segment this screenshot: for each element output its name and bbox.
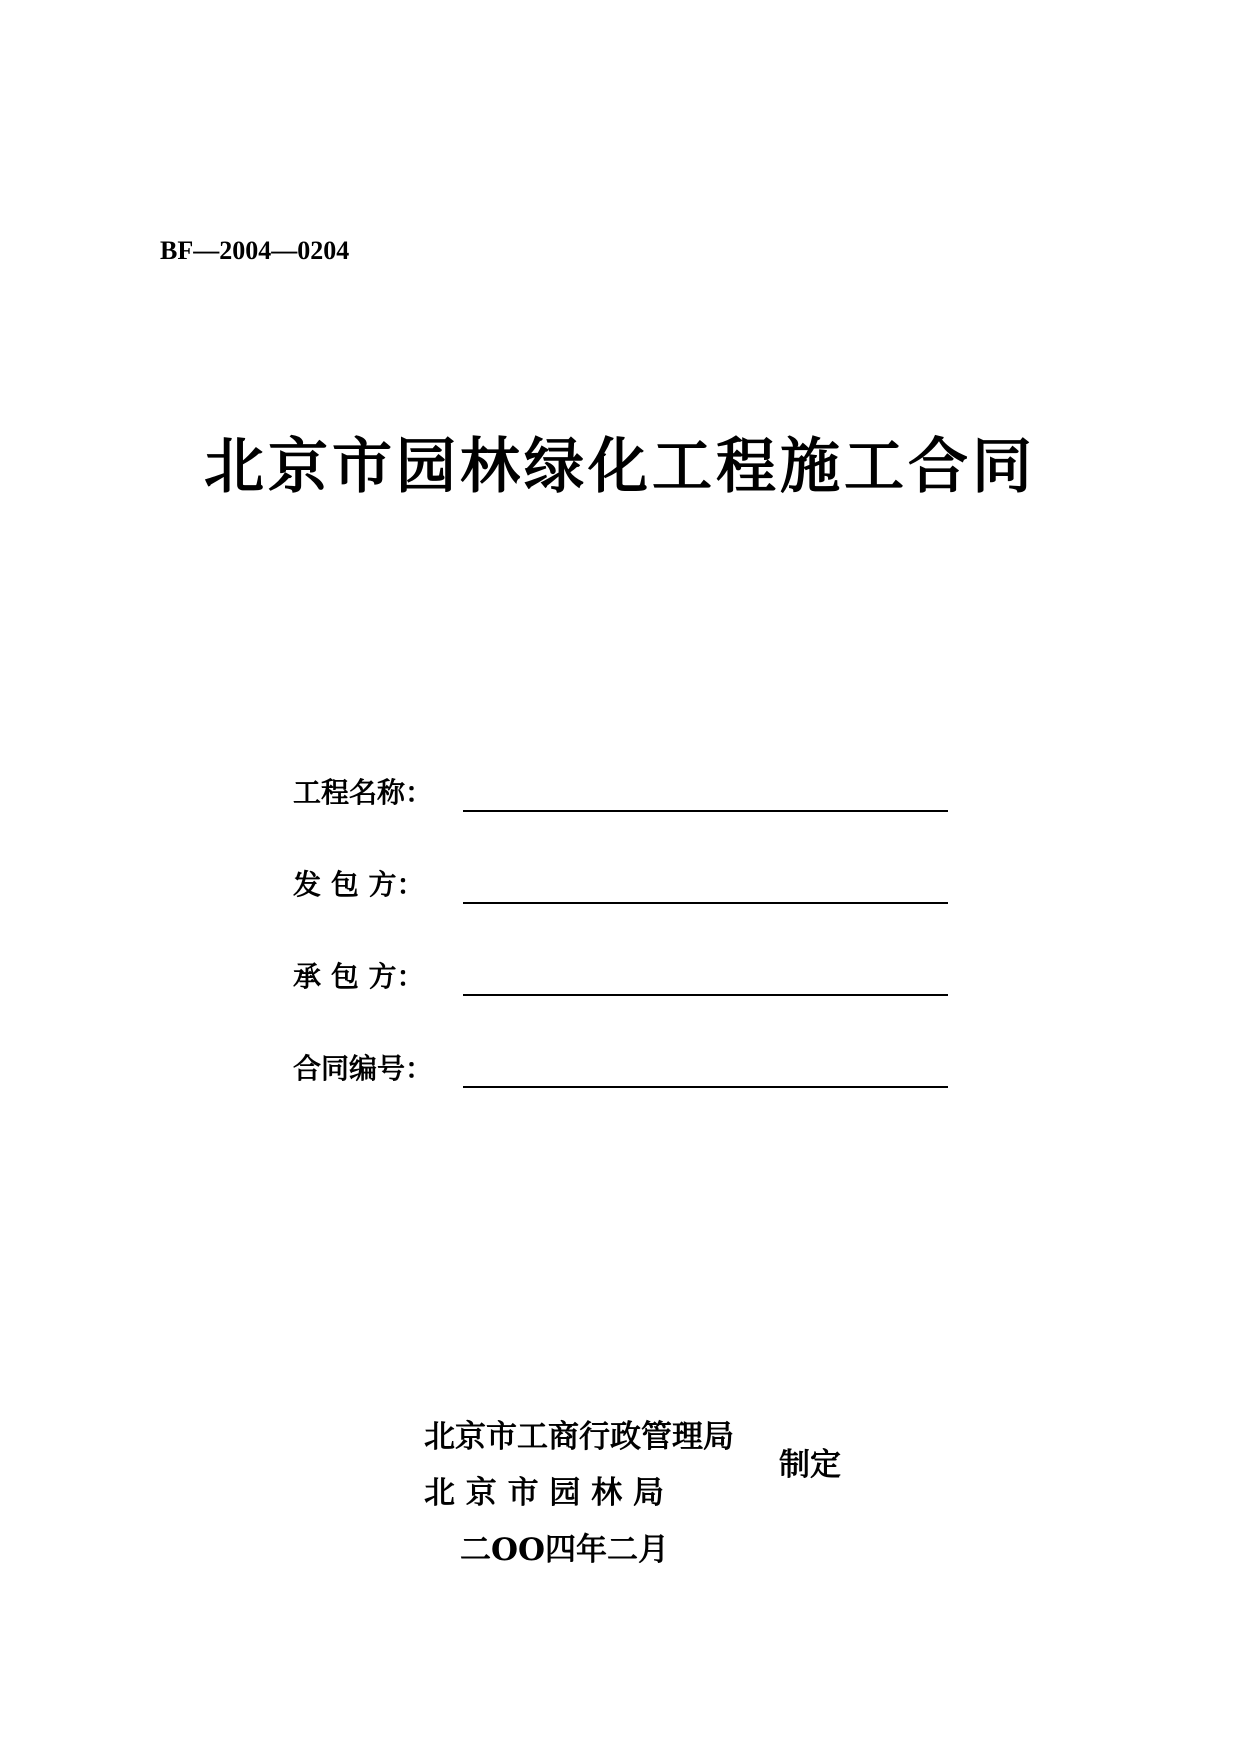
field-contractor bbox=[293, 958, 953, 998]
employer-blank-line[interactable] bbox=[463, 902, 948, 904]
field-label: 发 包 方： bbox=[293, 868, 425, 901]
issued-by-label: 制定 bbox=[779, 1447, 841, 1483]
field-label: 承 包 方： bbox=[293, 960, 425, 993]
project-name-blank-line[interactable] bbox=[463, 810, 948, 812]
issuer-commerce-bureau: 北京市工商行政管理局 bbox=[424, 1419, 734, 1455]
field-contract-number bbox=[293, 1050, 953, 1090]
issuer-landscape-bureau: 北 京 市 园 林 局 bbox=[424, 1475, 664, 1511]
field-employer bbox=[293, 866, 953, 906]
contractor-blank-line[interactable] bbox=[463, 994, 948, 996]
field-label: 工程名称： bbox=[293, 776, 434, 809]
document-title: 北京市园林绿化工程施工合同 bbox=[204, 432, 1036, 502]
contract-number-blank-line[interactable] bbox=[463, 1086, 948, 1088]
issue-date: 二OO四年二月 bbox=[460, 1532, 670, 1568]
document-code: BF—2004—0204 bbox=[160, 236, 350, 265]
field-project-name bbox=[293, 774, 953, 814]
field-label: 合同编号： bbox=[293, 1052, 434, 1085]
